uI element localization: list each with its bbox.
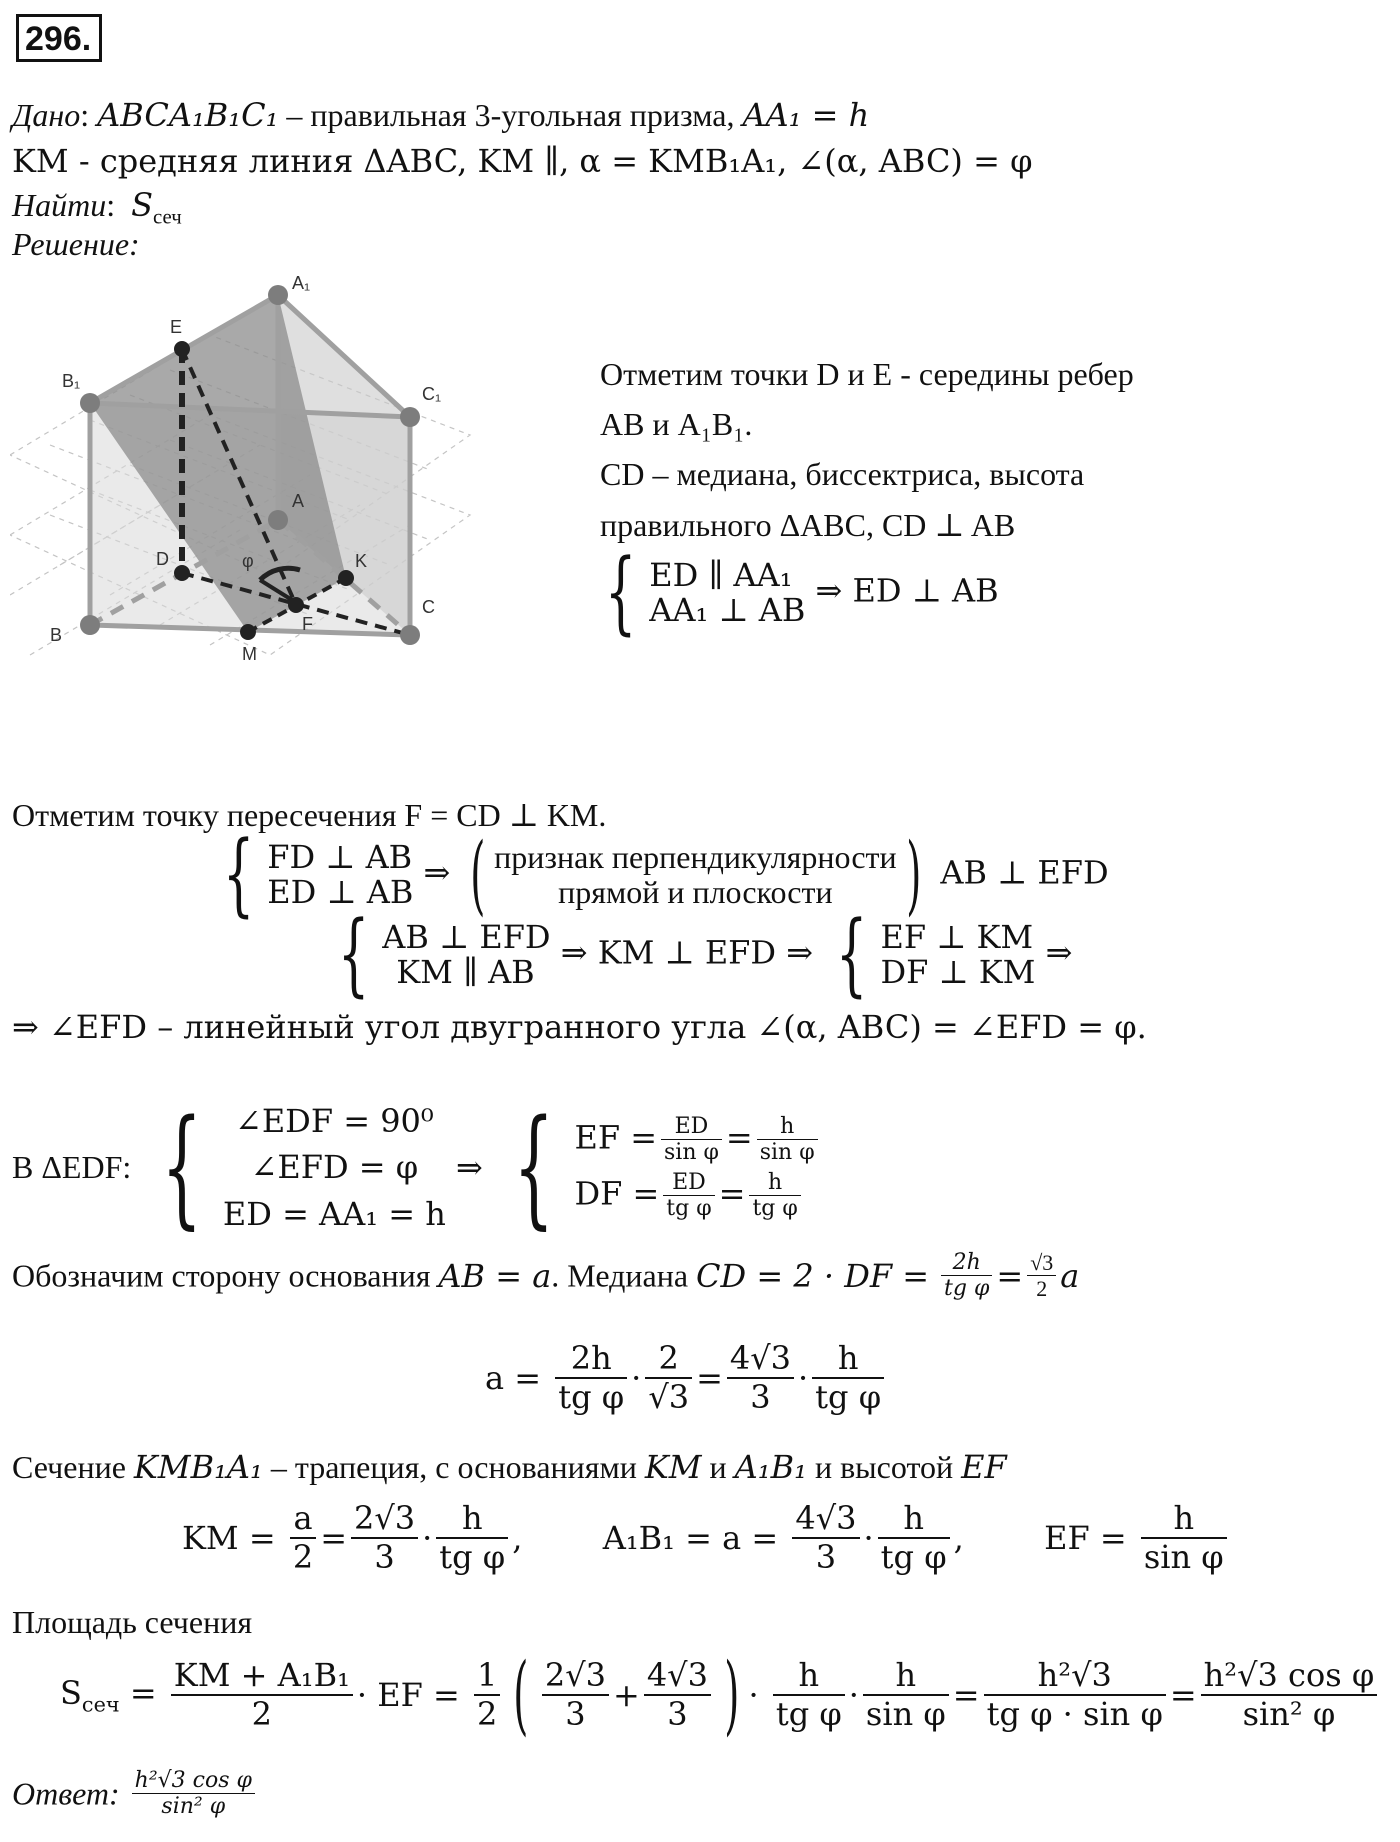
step2: { FD ⊥ AB ED ⊥ AB ⇒ ( признак перпендикулярности прямой и плоскости ) AB ⊥ EFD [222,822,1109,927]
area-formula: $S_{сеч}$ = $\frac{\text{KM + A₁B₁}}{2}$ · EF = $\frac{1}{2}$ ( $\frac{2√3}{3}$ + $\frac{4√3}{3}$ ) · $\frac{h}{\text{tg φ}}$ · $\frac{h}{\text{sin φ}}$ = $\frac{\text{h²√3}}{\text{tg φ · sin φ}}$ = $\frac{\text{h²√3 cos φ}}{\text{sin² φ}}$ [60,1652,1381,1738]
step2-sys-b: ED ⊥ AB [267,873,414,911]
side-a-text: Обозначим сторону основания [12,1257,439,1294]
step3-end: ⇒ [1045,933,1073,972]
label-E: E [170,317,183,337]
prism-figure [10,275,490,675]
label-D: D [156,549,169,569]
label-K: K [355,551,368,571]
triangle-ef-row: EF = $\frac{ED}{\text{sin φ}}$ = $\frac{h}{\text{sin φ}}$ [574,1114,821,1166]
step2-sys-a: FD ⊥ AB [267,837,413,876]
step4: ⇒ ∠EFD – линейный угол двугранного угла ∠(α, ABC) = ∠EFD = φ. [12,1008,1147,1046]
side-sys-b: AA₁ ⊥ AB [649,591,806,629]
step3-sys-d: DF ⊥ KM [880,953,1036,991]
side-text-2: AB и A₁B₁. [600,406,753,442]
step1: Отметим точку пересечения F = CD ⊥ KM. [12,797,607,833]
label-B1: B₁ [62,371,81,391]
step2-arrow: ⇒ [423,853,451,892]
label-C: C [422,597,435,617]
lengths-row: KM = $\frac{a}{2}$ = $\frac{2√3}{3}$ · $\frac{h}{\text{tg φ}}$ , A₁B₁ = a = $\frac{4√3}{3}$ · $\frac{h}{\text{tg φ}}$ , EF = $\frac{h}{\text{sin φ}}$ [182,1500,1231,1576]
given-edge: AA₁ = h [742,96,870,134]
step2-criterion-2: прямой и плоскости [558,874,833,910]
label-A: A [292,491,305,511]
side-text-4: правильного ΔABC, CD ⊥ AB [600,507,1016,543]
find-value: S [131,186,154,224]
label-M: M [242,644,257,664]
answer-label: Ответ [12,1775,109,1812]
step3-sys-b: KM ∥ AB [396,953,535,991]
side-a-line: Обозначим сторону основания AB = a. Медиана CD = 2 · DF = $\frac{2h}{\text{tg φ}}$ = $\frac{√3}{2}$ a [12,1250,1080,1302]
find-sub: сеч [153,205,182,229]
step3-sys-a: AB ⊥ EFD [382,917,551,956]
given-prism: ABCA₁B₁C₁ [97,96,279,134]
triangle-label: В ΔEDF: [12,1149,132,1186]
label-F: F [302,614,313,634]
label-A1: A₁ [292,275,311,293]
step2-result: AB ⊥ EFD [940,853,1109,892]
problem-number: 296. [16,14,102,62]
solution-label: Решение: [12,226,140,262]
answer-denominator: sin² φ [161,1794,226,1820]
area-label: Площадь сечения [12,1604,253,1640]
label-phi: φ [242,551,254,571]
label-C1: C₁ [422,384,442,404]
triangle-c2: ∠EFD = φ [250,1148,419,1187]
given-line-1: Дано: ABCA₁B₁C₁ – правильная 3-угольная призма, AA₁ = h [12,96,870,134]
side-sys-a: ED ∥ AA₁ [649,555,793,594]
side-text-3: CD – медиана, биссектриса, высота [600,456,1085,492]
triangle-df-row: DF = $\frac{ED}{\text{tg φ}}$ = $\frac{h}{\text{tg φ}}$ [574,1170,821,1222]
find-line: Найти: $S_{сеч}$ [12,186,182,229]
answer-line: Ответ: $\frac{\text{h²√3 cos φ}}{\text{sin² φ}}$ [12,1768,259,1820]
step2-criterion-1: признак перпендикулярности [494,838,897,875]
side-sys-result: ⇒ ED ⊥ AB [815,571,999,610]
triangle-system: В ΔEDF: { ∠EDF = 90⁰ ∠EFD = φ ED = AA₁ = h ⇒ { EF = $\frac{ED}{\text{sin φ}}$ = $\frac{h}{\text{sin φ}}$ DF = $\frac{ED}{\text{tg φ}}$ = $\frac{h}{\text{tg φ}}$ [12,1098,822,1237]
section-text: Сечение KMB₁A₁ – трапеция, с основаниями KM и A₁B₁ и высотой EF [12,1448,1007,1486]
find-label: Найти [12,187,107,223]
triangle-arrow: ⇒ [456,1148,483,1187]
triangle-c3: ED = AA₁ = h [222,1194,446,1233]
step3-mid: ⇒ KM ⊥ EFD ⇒ [560,933,814,972]
side-system: { ED ∥ AA₁ AA₁ ⊥ AB ⇒ ED ⊥ AB [604,540,999,645]
triangle-c1: ∠EDF = 90⁰ [235,1102,434,1140]
given-text: – правильная 3-угольная призма, [278,97,743,133]
label-B: B [50,625,63,645]
answer-numerator: h²√3 cos φ [132,1768,255,1794]
step3: { AB ⊥ EFD KM ∥ AB ⇒ KM ⊥ EFD ⇒ { EF ⊥ KM DF ⊥ KM ⇒ [337,902,1073,1007]
step3-sys-c: EF ⊥ KM [880,917,1034,956]
given-label: Дано [12,97,81,133]
given-line-2: KM - средняя линия ΔABC, KM ∥, α = KMB₁A₁, ∠(α, ABC) = φ [12,142,1033,180]
side-text-1: Отметим точки D и E - середины ребер [600,356,1134,392]
a-formula: a = $\frac{2h}{\text{tg φ}}$ · $\frac{2}{√3}$ = $\frac{4√3}{3}$ · $\frac{h}{\text{tg φ}}$ [485,1340,888,1416]
